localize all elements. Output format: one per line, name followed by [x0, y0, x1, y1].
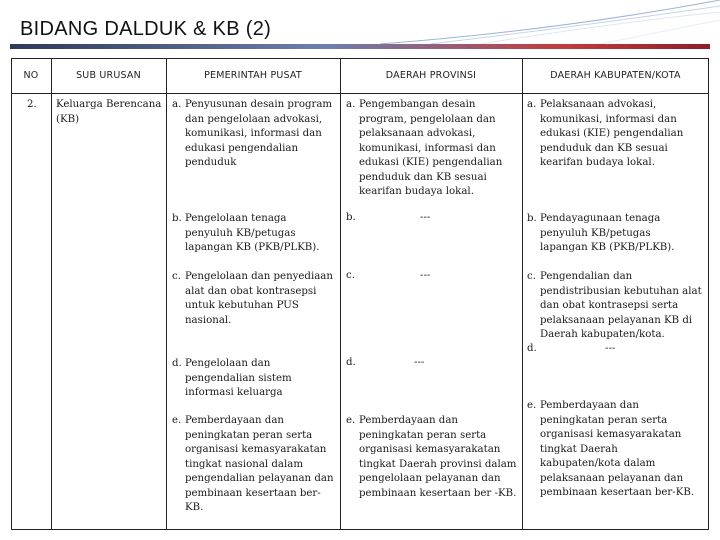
item-text: Pengelolaan dan penyediaan alat dan obat kontrasepsi untuk kebutuhan PUS nasional. — [185, 271, 333, 326]
kabkota-item — [527, 270, 705, 343]
kabkota-item-text: --- — [605, 343, 616, 354]
pusat-item — [172, 414, 336, 516]
provinsi-item-label: b. — [346, 212, 356, 223]
item-label: d. — [172, 358, 182, 369]
item-label: c. — [527, 271, 536, 282]
item-text: Pemberdayaan dan peningkatan peran serta organisasi kemasyarakatan tingkat Daerah kabupaten/kota dalam pelaksanaan pelayanan dan pembinaan kesertaan ber-KB. — [540, 400, 695, 498]
provinsi-item-label: c. — [346, 270, 355, 281]
item-label: e. — [527, 400, 537, 411]
column-divider — [340, 58, 341, 530]
item-label: c. — [172, 271, 181, 282]
item-text: Pengembangan desain program, pengelolaan dan pelaksanaan advokasi, komunikasi, informasi dan edukasi (KIE) pengendalian penduduk dan KB sesuai kearifan budaya lokal. — [359, 99, 503, 197]
sub-urusan-cell: Keluarga Berencana (KB) — [56, 99, 162, 125]
kabkota-item-label: d. — [527, 343, 537, 354]
provinsi-item-label: d. — [346, 357, 356, 368]
provinsi-item-text: --- — [420, 270, 431, 281]
item-text: Pelaksanaan advokasi, komunikasi, informasi dan edukasi (KIE) pengendalian penduduk dan KB sesuai kearifan budaya lokal. — [540, 99, 684, 168]
header-daerah-kabupaten-kota: DAERAH KABUPATEN/KOTA — [550, 70, 681, 81]
item-text: Pendayagunaan tenaga penyuluh KB/petugas lapangan KB (PKB/PLKB). — [540, 213, 675, 253]
item-text: Pemberdayaan dan peningkatan peran serta organisasi kemasyarakatan tingkat Daerah provinsi dalam pengelolaan pelayanan dan pembinaan kesertaan ber -KB. — [359, 415, 517, 499]
header-no: NO — [23, 70, 39, 81]
item-label: a. — [172, 99, 182, 110]
column-divider — [51, 58, 52, 530]
column-divider — [166, 58, 167, 530]
pusat-item — [172, 212, 332, 256]
item-text: Pengelolaan dan pengendalian sistem informasi keluarga — [185, 358, 292, 398]
kabkota-item — [527, 399, 695, 501]
item-text: Pemberdayaan dan peningkatan peran serta organisasi kemasyarakatan tingkat nasional dalam pengendalian pelayanan dan pembinaan kesertaan ber-KB. — [185, 415, 334, 513]
header-daerah-provinsi: DAERAH PROVINSI — [385, 70, 477, 81]
item-label: b. — [527, 213, 537, 224]
page-title: BIDANG DALDUK & KB (2) — [20, 18, 272, 40]
item-text: Penyusunan desain program dan pengelolaan advokasi, komunikasi, informasi dan edukasi pengendalian penduduk — [185, 99, 333, 168]
header-pemerintah-pusat: PEMERINTAH PUSAT — [204, 70, 302, 81]
item-text: Pengendalian dan pendistribusian kebutuhan alat dan obat kontrasepsi serta pelaksanaan pelayanan KB di Daerah kabupaten/kota. — [540, 271, 702, 340]
row-number: 2. — [27, 99, 37, 110]
pusat-item — [172, 357, 322, 401]
kabkota-item — [527, 98, 695, 171]
item-label: a. — [527, 99, 537, 110]
provinsi-item-text: --- — [420, 212, 431, 223]
provinsi-item — [346, 414, 518, 501]
pusat-item — [172, 270, 336, 328]
item-label: e. — [346, 415, 356, 426]
item-text: Pengelolaan tenaga penyuluh KB/petugas lapangan KB (PKB/PLKB). — [185, 213, 320, 253]
item-label: b. — [172, 213, 182, 224]
provinsi-item-text: --- — [414, 357, 425, 368]
title-underline-bar — [10, 44, 710, 49]
kabkota-item — [527, 212, 695, 256]
item-label: a. — [346, 99, 356, 110]
provinsi-item — [346, 98, 518, 200]
column-divider — [522, 58, 523, 530]
header-divider — [11, 93, 709, 94]
pusat-item — [172, 98, 336, 171]
header-sub-urusan: SUB URUSAN — [76, 70, 141, 81]
item-label: e. — [172, 415, 182, 426]
